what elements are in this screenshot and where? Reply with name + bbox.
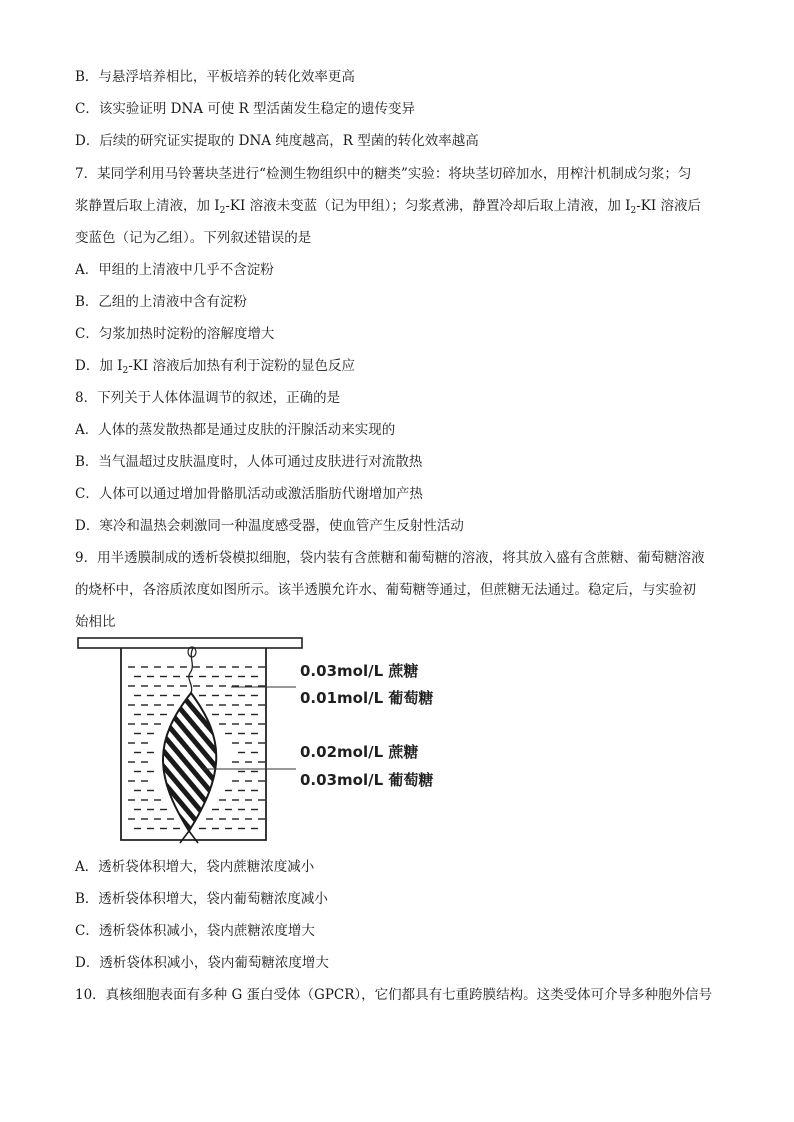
string: [189, 648, 193, 693]
outer-sucrose-label: 0.03mol/L 蔗糖: [300, 662, 419, 680]
support-rod: [78, 638, 302, 648]
q7-stem-line3: 变蓝色（记为乙组）。下列叙述错误的是: [75, 230, 312, 246]
q6-option-d: D．后续的研究证实提取的 DNA 纯度越高，R 型菌的转化效率越高: [75, 133, 479, 149]
q9-stem-line1: 9．用半透膜制成的透析袋模拟细胞，袋内装有含蔗糖和葡萄糖的溶液，将其放入盛有含蔗糖、葡萄糖溶液: [75, 550, 705, 566]
outer-glucose-label: 0.01mol/L 葡萄糖: [300, 689, 434, 707]
dialysis-bag-fill: [146, 690, 236, 835]
dialysis-bag-figure: [76, 635, 496, 850]
q9-stem-line2: 的烧杯中，各溶质浓度如图所示。该半透膜允许水、葡萄糖等通过，但蔗糖无法通过。稳定后，与实验初: [75, 582, 696, 598]
q9-stem-line3: 始相比: [75, 614, 116, 630]
inner-glucose-label: 0.03mol/L 葡萄糖: [300, 771, 434, 789]
q7-option-c: C．匀浆加热时淀粉的溶解度增大: [75, 326, 275, 342]
q8-option-b: B．当气温超过皮肤温度时，人体可通过皮肤进行对流散热: [75, 454, 423, 470]
q8-option-a: A．人体的蒸发散热都是通过皮肤的汗腺活动来实现的: [75, 422, 396, 438]
q7-stem-line1: 7．某同学利用马铃薯块茎进行“检测生物组织中的糖类”实验：将块茎切碎加水，用榨汁机制成匀浆；匀: [75, 166, 692, 182]
q8-option-c: C．人体可以通过增加骨骼肌活动或激活脂肪代谢增加产热: [75, 486, 423, 502]
q8-stem: 8．下列关于人体体温调节的叙述，正确的是: [75, 390, 341, 406]
q7-option-b: B．乙组的上清液中含有淀粉: [75, 294, 247, 310]
q6-option-b: B．与悬浮培养相比，平板培养的转化效率更高: [75, 69, 355, 85]
q9-option-b: B．透析袋体积增大，袋内葡萄糖浓度减小: [75, 891, 328, 907]
q9-option-c: C．透析袋体积减小，袋内蔗糖浓度增大: [75, 923, 315, 939]
q9-option-a: A．透析袋体积增大，袋内蔗糖浓度减小: [75, 859, 315, 875]
q8-option-d: D．寒冷和温热会刺激同一种温度感受器，使血管产生反射性活动: [75, 518, 464, 534]
q10-stem-line1: 10．真核细胞表面有多种 G 蛋白受体（GPCR），它们都具有七重跨膜结构。这类受体可介导多种胞外信号: [75, 987, 713, 1003]
q6-option-c: C．该实验证明 DNA 可使 R 型活菌发生稳定的遗传变异: [75, 101, 416, 117]
inner-sucrose-label: 0.02mol/L 蔗糖: [300, 743, 419, 761]
beaker-diagram: [76, 635, 496, 850]
q7-stem-line2: 浆静置后取上清液，加 $I_2-KI$ 溶液未变蓝（记为甲组）；匀浆煮沸，静置冷却后取上清液，加 $I_2-KI$ 溶液后: [75, 198, 702, 216]
q7-option-a: A．甲组的上清液中几乎不含淀粉: [75, 262, 274, 278]
q9-option-d: D．透析袋体积减小，袋内葡萄糖浓度增大: [75, 955, 329, 971]
q7-option-d: D．加 $I_2-KI$ 溶液后加热有利于淀粉的显色反应: [75, 358, 355, 376]
